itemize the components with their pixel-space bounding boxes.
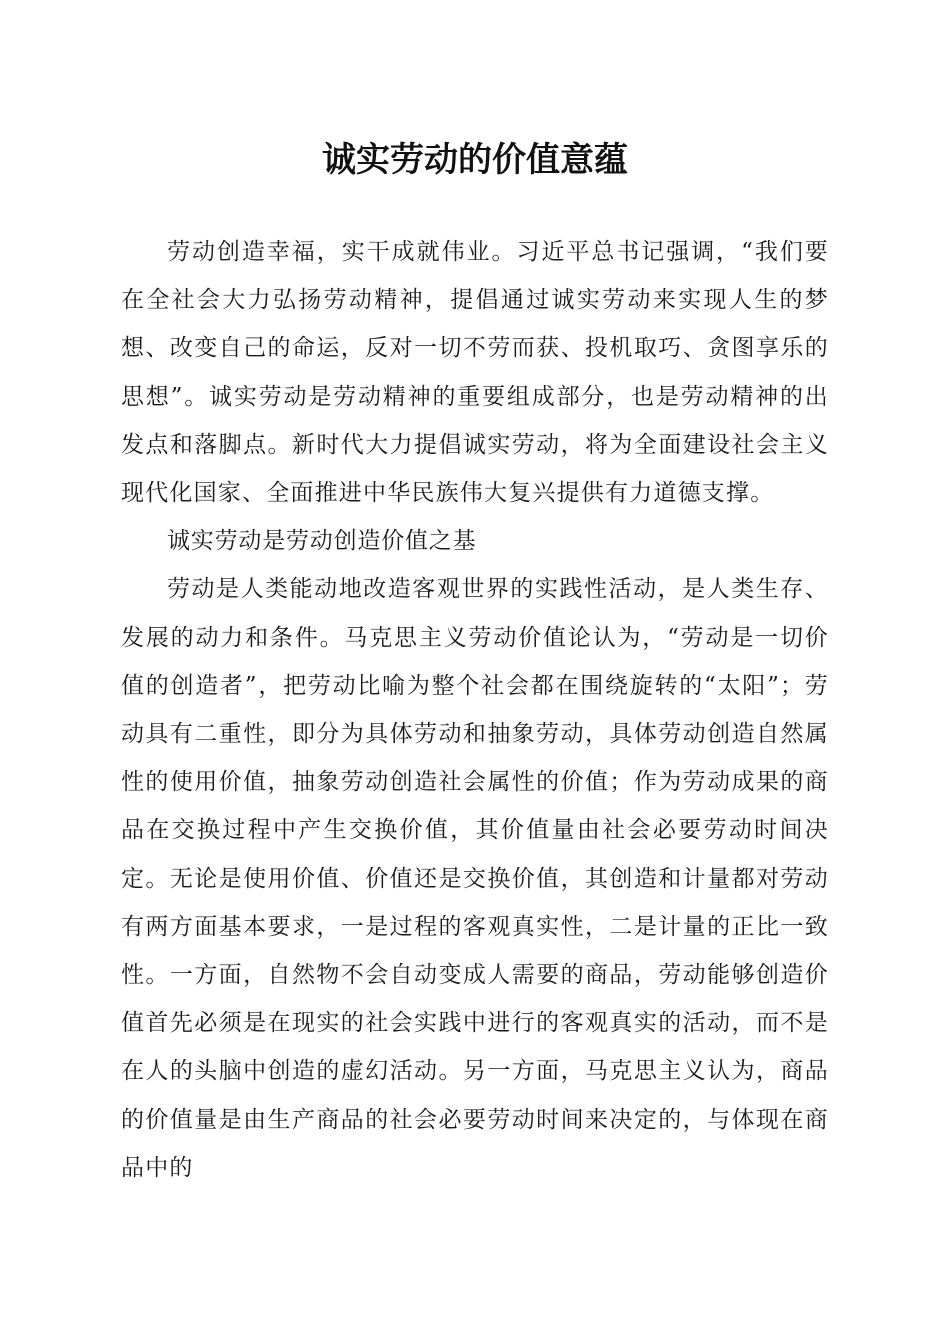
section-heading: 诚实劳动是劳动创造价值之基 xyxy=(167,528,477,555)
paragraph-intro: 劳动创造幸福，实干成就伟业。习近平总书记强调，“我们要在全社会大力弘扬劳动精神，提倡通过诚实劳动来实现人生的梦想、改变自己的命运，反对一切不劳而获、投机取巧、贪图享乐的思想”。诚实劳动是劳动精神的重要组成部分，也是劳动精神的出发点和落脚点。新时代大力提倡诚实劳动，将为全面建设社会主义现代化国家、全面推进中华民族伟大复兴提供有力道德支撑。 xyxy=(121,239,829,507)
document-title: 诚实劳动的价值意蕴 xyxy=(322,140,628,180)
paragraph-labor-value: 劳动是人类能动地改造客观世界的实践性活动，是人类生存、发展的动力和条件。马克思主义劳动价值论认为，“劳动是一切价值的创造者”，把劳动比喻为整个社会都在围绕旋转的“太阳”；劳动具有二重性，即分为具体劳动和抽象劳动，具体劳动创造自然属性的使用价值，抽象劳动创造社会属性的价值；作为劳动成果的商品在交换过程中产生交换价值，其价值量由社会必要劳动时间决定。无论是使用价值、价值还是交换价值，其创造和计量都对劳动有两方面基本要求，一是过程的客观真实性，二是计量的正比一致性。一方面，自然物不会自动变成人需要的商品，劳动能够创造价值首先必须是在现实的社会实践中进行的客观真实的活动，而不是在人的头脑中创造的虚幻活动。另一方面，马克思主义认为，商品的价值量是由生产商品的社会必要劳动时间来决定的，与体现在商品中的 xyxy=(121,576,829,1181)
document-body xyxy=(121,228,829,1192)
